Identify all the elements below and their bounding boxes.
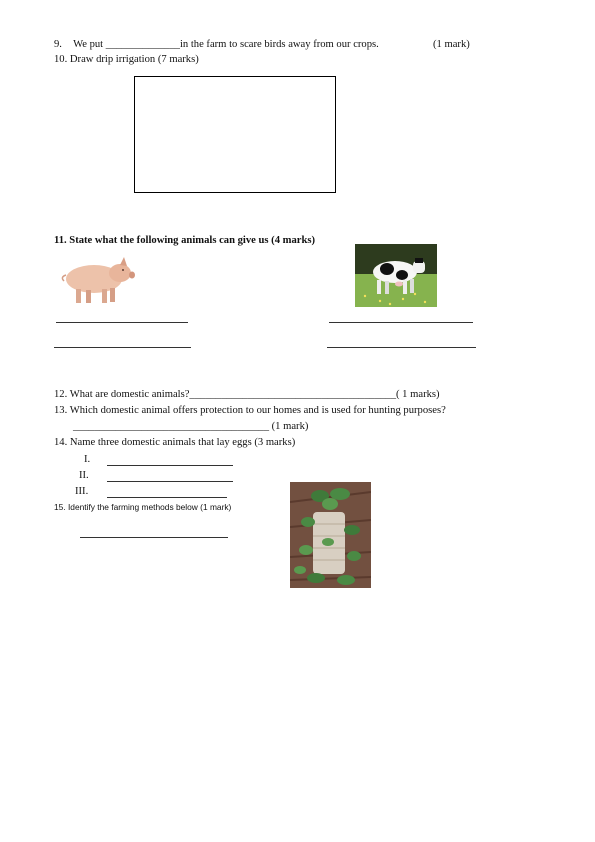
q15-answer-line[interactable]	[80, 537, 228, 538]
question-12	[54, 388, 440, 401]
q13-answer-row	[73, 420, 308, 433]
q12-marks: ( 1 marks)	[396, 389, 440, 400]
drawing-box[interactable]	[134, 76, 336, 193]
q12-answer-blank[interactable]: _______________________________________	[189, 389, 396, 400]
q9-text-after: in the farm to scare birds away from our crops.	[179, 39, 379, 50]
q12-text: 12. What are domestic animals?	[54, 389, 190, 400]
question-11-title: 11. State what the following animals can give us (4 marks)	[54, 235, 316, 246]
q11-answer-line-3[interactable]	[54, 347, 191, 348]
question-13: 13. Which domestic animal offers protection to our homes and is used for hunting purposes?	[54, 405, 446, 416]
q14-item-2-label: II.	[79, 470, 89, 481]
q9-marks: (1 mark)	[433, 39, 470, 50]
q11-answer-line-2[interactable]	[329, 322, 473, 323]
question-14: 14. Name three domestic animals that lay eggs (3 marks)	[54, 437, 296, 448]
q14-item-1-label: I.	[84, 454, 91, 465]
q14-answer-line-2[interactable]	[107, 481, 233, 482]
question-10: 10. Draw drip irrigation (7 marks)	[54, 54, 199, 65]
q9-text-before: We put	[73, 39, 104, 50]
question-9	[54, 38, 379, 51]
q13-marks: (1 mark)	[271, 421, 309, 432]
sack-garden-image	[290, 482, 371, 588]
q13-answer-blank[interactable]: _____________________________________	[73, 421, 269, 432]
q14-answer-line-3[interactable]	[107, 497, 227, 498]
q9-answer-blank[interactable]: ______________	[105, 39, 180, 50]
q11-answer-line-4[interactable]	[327, 347, 476, 348]
question-15: 15. Identify the farming methods below (1 mark)	[54, 502, 232, 512]
pig-image	[60, 255, 136, 307]
cow-image	[355, 244, 437, 307]
q9-number: 9.	[54, 39, 62, 50]
q14-answer-line-1[interactable]	[107, 465, 233, 466]
q14-item-3-label: III.	[75, 486, 89, 497]
q11-answer-line-1[interactable]	[56, 322, 188, 323]
